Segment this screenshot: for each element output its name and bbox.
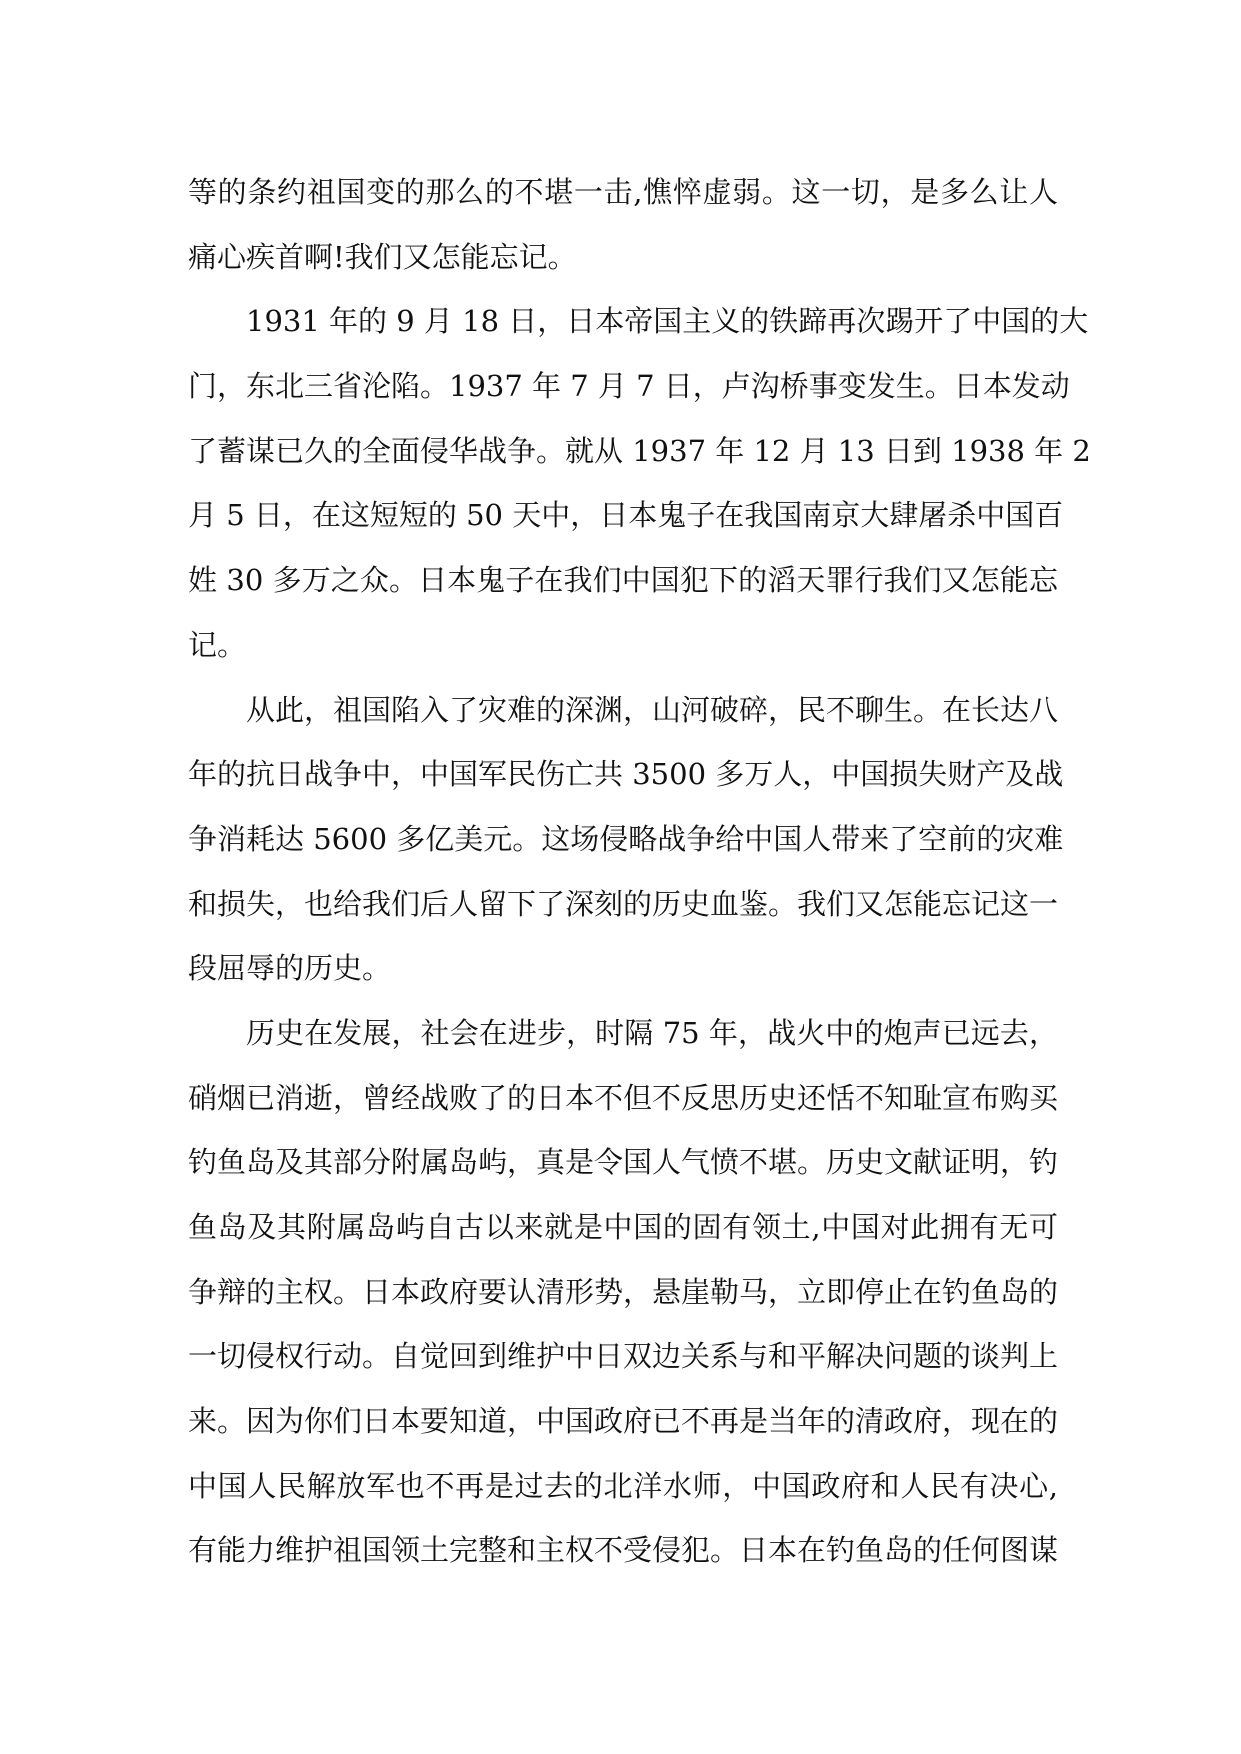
- text-line: 钓鱼岛及其部分附属岛屿，真是令国人气愤不堪。历史文献证明，钓: [188, 1145, 1059, 1180]
- text-line: 争消耗达 5600 多亿美元。这场侵略战争给中国人带来了空前的灾难: [188, 821, 1064, 856]
- text-line: 年的抗日战争中，中国军民伤亡共 3500 多万人，中国损失财产及战: [188, 757, 1064, 792]
- text-line: 了蓄谋已久的全面侵华战争。就从 1937 年 12 月 13 日到 1938 年 2: [188, 433, 1091, 468]
- text-line: 硝烟已消逝，曾经战败了的日本不但不反思历史还恬不知耻宣布购买: [188, 1080, 1059, 1115]
- text-line: 有能力维护祖国领土完整和主权不受侵犯。日本在钓鱼岛的任何图谋: [188, 1533, 1059, 1568]
- text-line: 鱼岛及其附属岛屿自古以来就是中国的固有领土,中国对此拥有无可: [188, 1210, 1058, 1244]
- text-line: 痛心疾首啊!我们又怎能忘记。: [188, 239, 577, 274]
- text-line: 记。: [188, 627, 247, 662]
- body-text: [188, 160, 1091, 1583]
- text-line: 月 5 日，在这短短的 50 天中，日本鬼子在我国南京大肆屠杀中国百: [188, 498, 1064, 533]
- text-line: 从此，祖国陷入了灾难的深渊，山河破碎，民不聊生。在长达八: [246, 692, 1059, 727]
- text-line: 1931 年的 9 月 18 日，日本帝国主义的铁蹄再次踢开了中国的大: [246, 304, 1089, 339]
- text-line: 来。因为你们日本要知道，中国政府已不再是当年的清政府，现在的: [188, 1404, 1059, 1439]
- text-line: 中国人民解放军也不再是过去的北洋水师，中国政府和人民有决心,: [188, 1468, 1058, 1503]
- text-line: 争辩的主权。日本政府要认清形势，悬崖勒马，立即停止在钓鱼岛的: [188, 1274, 1059, 1309]
- text-line: 段屈辱的历史。: [188, 951, 392, 986]
- text-line: 姓 30 多万之众。日本鬼子在我们中国犯下的滔天罪行我们又怎能忘: [188, 563, 1058, 598]
- text-line: 一切侵权行动。自觉回到维护中日双边关系与和平解决问题的谈判上: [188, 1339, 1059, 1374]
- text-line: 门，东北三省沦陷。1937 年 7 月 7 日，卢沟桥事变发生。日本发动: [188, 369, 1070, 404]
- text-line: 历史在发展，社会在进步，时隔 75 年，战火中的炮声已远去，: [246, 1015, 1058, 1050]
- text-line: 等的条约祖国变的那么的不堪一击,憔悴虚弱。这一切，是多么让人: [188, 175, 1058, 209]
- text-line: 和损失，也给我们后人留下了深刻的历史血鉴。我们又怎能忘记这一: [188, 886, 1059, 921]
